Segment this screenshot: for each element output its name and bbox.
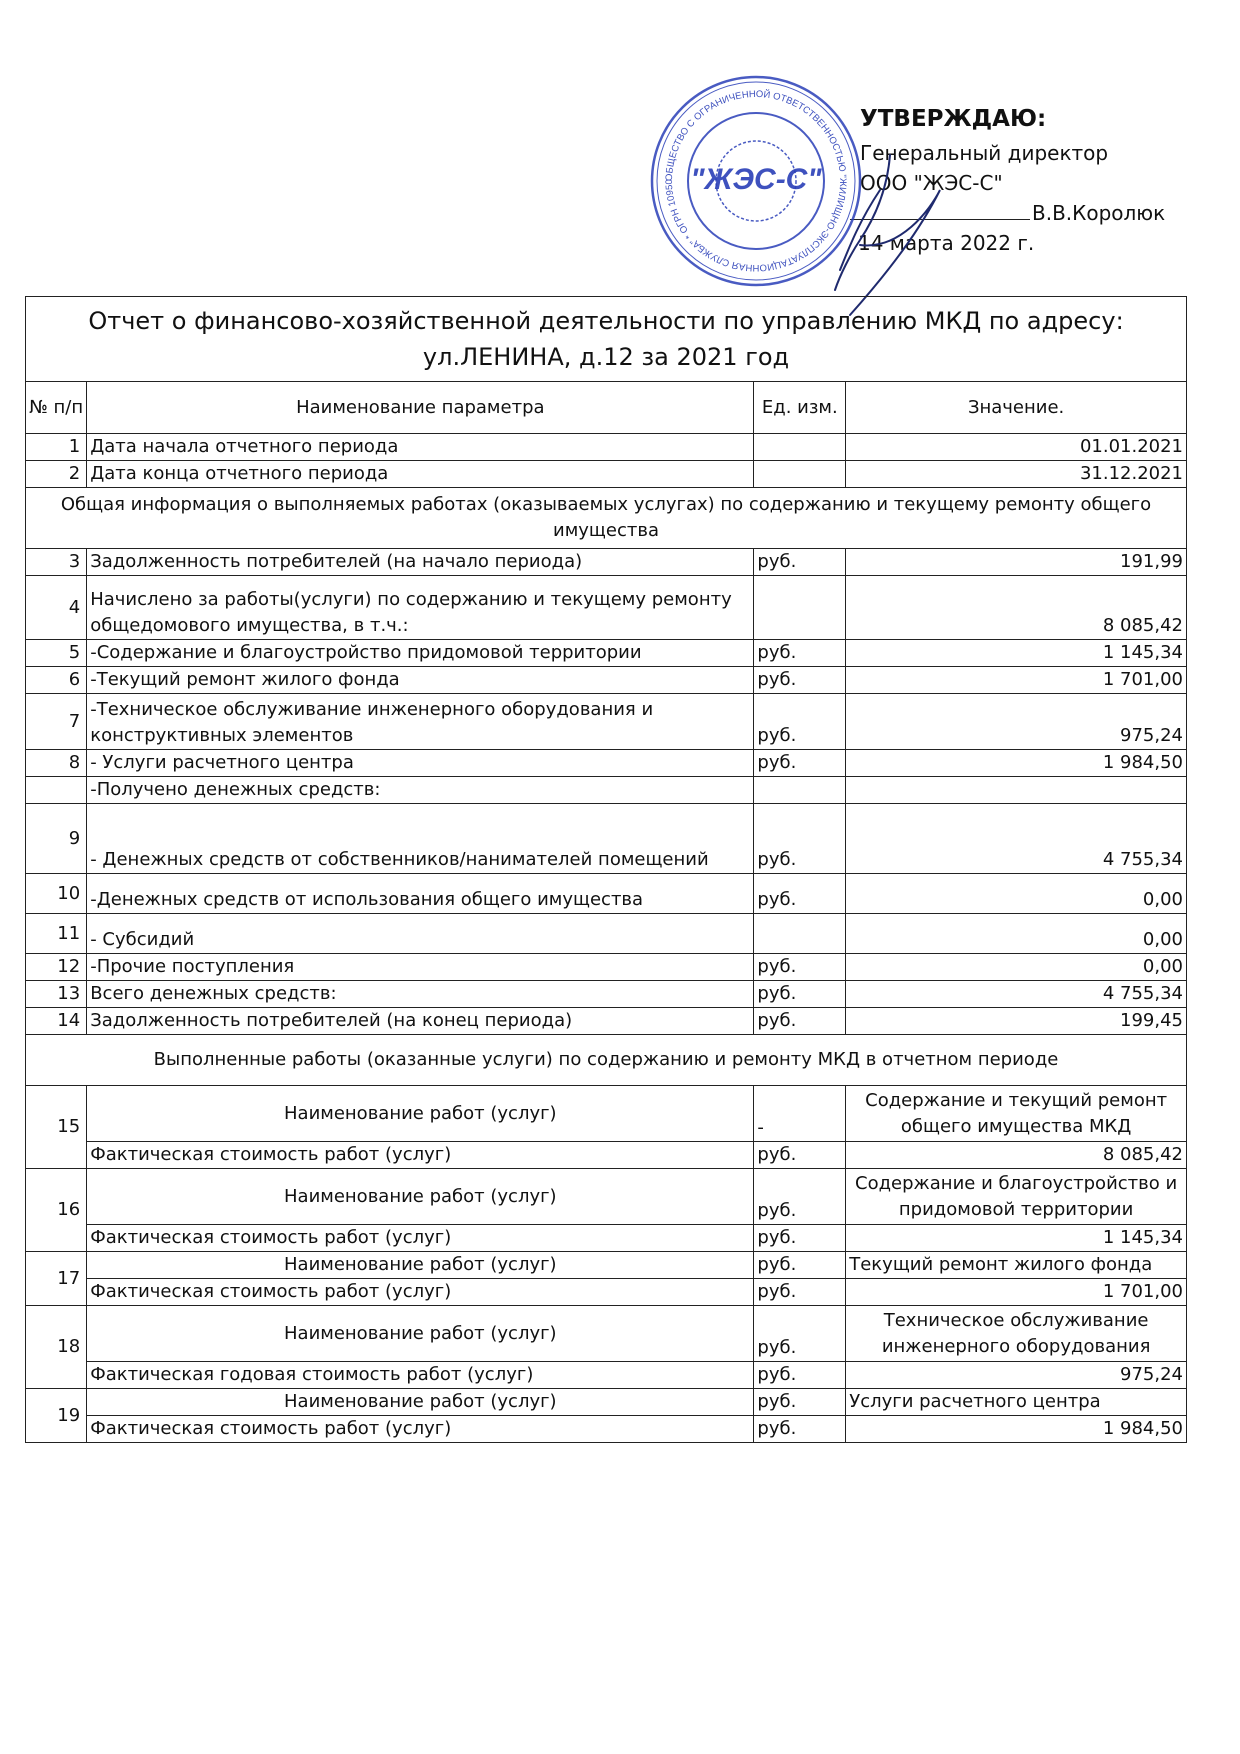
work-name-value: Техническое обслуживание инженерного оборудования xyxy=(846,1306,1187,1362)
work-cost-value: 975,24 xyxy=(846,1362,1187,1389)
work-cost-label: Фактическая стоимость работ (услуг) xyxy=(87,1416,754,1443)
row-name: - Субсидий xyxy=(87,914,754,954)
work-cost-row xyxy=(26,1142,1187,1169)
row-value: 1 984,50 xyxy=(846,750,1187,777)
row-name: Дата начала отчетного периода xyxy=(87,434,754,461)
row-name: -Прочие поступления xyxy=(87,954,754,981)
header-row xyxy=(26,382,1187,434)
signature-icon xyxy=(820,150,970,320)
table-row xyxy=(26,750,1187,777)
row-name: -Техническое обслуживание инженерного оборудования и конструктивных элементов xyxy=(87,694,754,750)
section1-row xyxy=(26,488,1187,549)
work-cost-unit: руб. xyxy=(754,1416,846,1443)
work-name-label: Наименование работ (услуг) xyxy=(87,1086,754,1142)
row-unit: руб. xyxy=(754,954,846,981)
row-unit xyxy=(754,461,846,488)
work-name-value: Текущий ремонт жилого фонда xyxy=(846,1252,1187,1279)
work-cost-unit: руб. xyxy=(754,1225,846,1252)
row-num: 7 xyxy=(26,694,87,750)
row-name: Начислено за работы(услуги) по содержанию и текущему ремонту общедомового имущества, в т.ч.: xyxy=(87,576,754,640)
approval-company: ООО "ЖЭС-С" xyxy=(860,171,1003,195)
report-title-line1: Отчет о финансово-хозяйственной деятельности по управлению МКД по адресу: xyxy=(88,307,1124,335)
work-name-unit: руб. xyxy=(754,1389,846,1416)
row-value: 0,00 xyxy=(846,954,1187,981)
work-cost-row xyxy=(26,1362,1187,1389)
work-name-unit: руб. xyxy=(754,1306,846,1362)
approval-signer: В.В.Королюк xyxy=(1032,201,1166,225)
work-cost-value: 1 984,50 xyxy=(846,1416,1187,1443)
row-value: 0,00 xyxy=(846,874,1187,914)
approval-title: УТВЕРЖДАЮ: xyxy=(860,106,1047,132)
received-label: -Получено денежных средств: xyxy=(87,777,754,804)
row-name: Всего денежных средств: xyxy=(87,981,754,1008)
work-cost-row xyxy=(26,1225,1187,1252)
work-num: 19 xyxy=(26,1389,87,1443)
row-value: 8 085,42 xyxy=(846,576,1187,640)
work-name-row xyxy=(26,1389,1187,1416)
row-value: 4 755,34 xyxy=(846,981,1187,1008)
work-name-row xyxy=(26,1252,1187,1279)
row-num: 4 xyxy=(26,576,87,640)
row-unit: руб. xyxy=(754,1008,846,1035)
work-cost-label: Фактическая стоимость работ (услуг) xyxy=(87,1225,754,1252)
table-row xyxy=(26,640,1187,667)
row-num: 2 xyxy=(26,461,87,488)
row-name: -Денежных средств от использования общего имущества xyxy=(87,874,754,914)
row-name: -Текущий ремонт жилого фонда xyxy=(87,667,754,694)
table-row xyxy=(26,667,1187,694)
row-unit: руб. xyxy=(754,750,846,777)
work-num: 16 xyxy=(26,1169,87,1252)
work-cost-unit: руб. xyxy=(754,1362,846,1389)
row-num: 10 xyxy=(26,874,87,914)
work-name-unit: руб. xyxy=(754,1252,846,1279)
report-title xyxy=(26,297,1187,382)
row-value: 191,99 xyxy=(846,549,1187,576)
work-name-label: Наименование работ (услуг) xyxy=(87,1252,754,1279)
work-name-unit: - xyxy=(754,1086,846,1142)
row-name: -Содержание и благоустройство придомовой территории xyxy=(87,640,754,667)
work-cost-value: 8 085,42 xyxy=(846,1142,1187,1169)
work-name-row xyxy=(26,1169,1187,1225)
work-cost-row xyxy=(26,1279,1187,1306)
row-value: 0,00 xyxy=(846,914,1187,954)
work-name-row xyxy=(26,1306,1187,1362)
work-name-value: Содержание и благоустройство и придомовой территории xyxy=(846,1169,1187,1225)
table-row xyxy=(26,804,1187,874)
row-name: Задолженность потребителей (на начало периода) xyxy=(87,549,754,576)
stamp-ring-text: ОБЩЕСТВО С ОГРАНИЧЕННОЙ ОТВЕТСТВЕННОСТЬЮ "ЖИЛИЩНО-ЭКСПЛУАТАЦИОННАЯ СЛУЖБА" * ОГРН 10950 xyxy=(663,88,849,274)
row-name: Задолженность потребителей (на конец периода) xyxy=(87,1008,754,1035)
work-cost-value: 1 701,00 xyxy=(846,1279,1187,1306)
row-value: 4 755,34 xyxy=(846,804,1187,874)
work-name-label: Наименование работ (услуг) xyxy=(87,1169,754,1225)
work-cost-value: 1 145,34 xyxy=(846,1225,1187,1252)
row-unit xyxy=(754,434,846,461)
table-row xyxy=(26,981,1187,1008)
approval-date: 14 марта 2022 г. xyxy=(858,231,1035,255)
section2-row xyxy=(26,1035,1187,1086)
row-value: 1 145,34 xyxy=(846,640,1187,667)
row-num: 11 xyxy=(26,914,87,954)
row-unit: руб. xyxy=(754,981,846,1008)
table-row xyxy=(26,874,1187,914)
work-name-value: Услуги расчетного центра xyxy=(846,1389,1187,1416)
row-num: 1 xyxy=(26,434,87,461)
row-unit xyxy=(754,914,846,954)
work-name-row xyxy=(26,1086,1187,1142)
row-name: - Услуги расчетного центра xyxy=(87,750,754,777)
row-unit xyxy=(754,576,846,640)
stamp-center-text: "ЖЭС-С" xyxy=(690,163,822,196)
report-title-row xyxy=(26,297,1187,382)
row-num: 6 xyxy=(26,667,87,694)
report-title-line2: ул.ЛЕНИНА, д.12 за 2021 год xyxy=(422,343,790,371)
work-num: 17 xyxy=(26,1252,87,1306)
work-num: 15 xyxy=(26,1086,87,1169)
row-num: 12 xyxy=(26,954,87,981)
work-cost-row xyxy=(26,1416,1187,1443)
table-row xyxy=(26,549,1187,576)
row-value: 975,24 xyxy=(846,694,1187,750)
received-row xyxy=(26,777,1187,804)
row-num: 14 xyxy=(26,1008,87,1035)
table-row xyxy=(26,1008,1187,1035)
work-cost-unit: руб. xyxy=(754,1279,846,1306)
row-unit: руб. xyxy=(754,694,846,750)
report-table xyxy=(25,296,1187,1443)
work-num: 18 xyxy=(26,1306,87,1389)
row-value: 1 701,00 xyxy=(846,667,1187,694)
work-cost-label: Фактическая стоимость работ (услуг) xyxy=(87,1142,754,1169)
row-name: - Денежных средств от собственников/нанимателей помещений xyxy=(87,804,754,874)
header-num: № п/п xyxy=(26,382,87,434)
row-unit: руб. xyxy=(754,667,846,694)
header-value: Значение. xyxy=(846,382,1187,434)
work-name-label: Наименование работ (услуг) xyxy=(87,1306,754,1362)
row-num: 5 xyxy=(26,640,87,667)
work-name-unit: руб. xyxy=(754,1169,846,1225)
table-row xyxy=(26,576,1187,640)
row-unit: руб. xyxy=(754,549,846,576)
row-num: 9 xyxy=(26,804,87,874)
table-row xyxy=(26,461,1187,488)
row-unit: руб. xyxy=(754,640,846,667)
row-value: 199,45 xyxy=(846,1008,1187,1035)
row-unit: руб. xyxy=(754,804,846,874)
work-name-value: Содержание и текущий ремонт общего имущества МКД xyxy=(846,1086,1187,1142)
row-value: 31.12.2021 xyxy=(846,461,1187,488)
header-name: Наименование параметра xyxy=(87,382,754,434)
row-unit: руб. xyxy=(754,874,846,914)
work-cost-label: Фактическая стоимость работ (услуг) xyxy=(87,1279,754,1306)
section2-title: Выполненные работы (оказанные услуги) по содержанию и ремонту МКД в отчетном периоде xyxy=(26,1035,1187,1086)
header-unit: Ед. изм. xyxy=(754,382,846,434)
section1-title: Общая информация о выполняемых работах (оказываемых услугах) по содержанию и текущему ремонту общего имущества xyxy=(26,488,1187,549)
work-cost-unit: руб. xyxy=(754,1142,846,1169)
row-name: Дата конца отчетного периода xyxy=(87,461,754,488)
work-cost-label: Фактическая годовая стоимость работ (услуг) xyxy=(87,1362,754,1389)
row-num: 13 xyxy=(26,981,87,1008)
table-row xyxy=(26,914,1187,954)
table-row xyxy=(26,434,1187,461)
row-num: 3 xyxy=(26,549,87,576)
table-row xyxy=(26,694,1187,750)
handwritten-signature xyxy=(820,150,970,320)
work-name-label: Наименование работ (услуг) xyxy=(87,1389,754,1416)
approval-position: Генеральный директор xyxy=(860,141,1109,165)
row-value: 01.01.2021 xyxy=(846,434,1187,461)
table-row xyxy=(26,954,1187,981)
row-num: 8 xyxy=(26,750,87,777)
